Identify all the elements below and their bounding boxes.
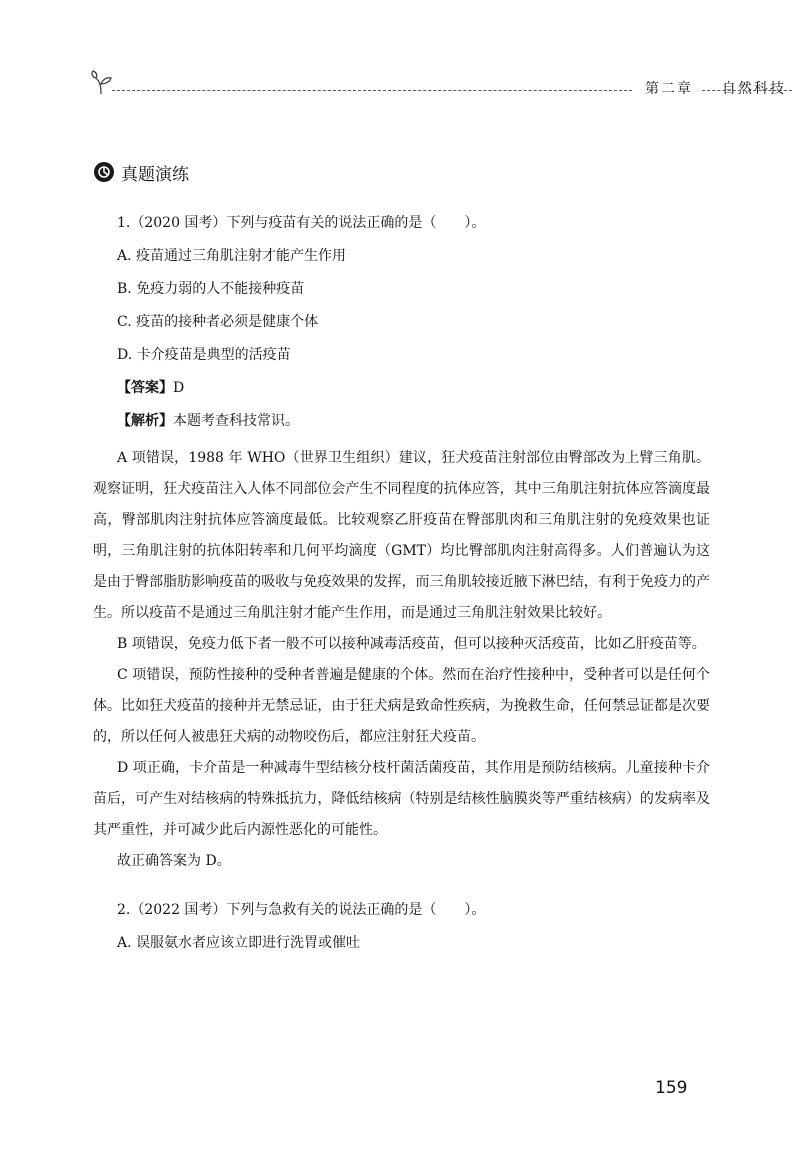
section-title: 真题演练 [121, 164, 189, 185]
page-number: 159 [655, 1078, 688, 1098]
conclusion: 故正确答案为 D。 [117, 853, 231, 869]
question-1-stem: 1.（2020 国考）下列与疫苗有关的说法正确的是（ ）。 [117, 215, 486, 231]
chapter-title [645, 78, 786, 98]
analysis-label: 【解析】 [117, 413, 173, 429]
explanation-a: A 项错误，1988 年 WHO（世界卫生组织）建议，狂犬疫苗注射部位由臀部改为上臂三角肌。观察证明，狂犬疫苗注入人体不同部位会产生不同程度的抗体应答，其中三角肌注射抗体应答滴度最高，臀部肌肉注射抗体应答滴度最低。比较观察乙肝疫苗在臀部肌肉和三角肌注射的免疫效果也证明，三角肌注射的抗体阳转率和几何平均滴度（GMT）均比臀部肌肉注射高得多。人们普遍认为这是由于臀部脂肪影响疫苗的吸收与免疫效果的发挥，而三角肌较接近腋下淋巴结，有利于免疫力的产生。所以疫苗不是通过三角肌注射才能产生作用，而是通过三角肌注射效果比较好。 [93, 450, 710, 621]
question-1-option-b: B. 免疫力弱的人不能接种疫苗 [117, 281, 305, 297]
question-1-option-a: A. 疫苗通过三角肌注射才能产生作用 [117, 248, 347, 264]
question-2-stem: 2.（2022 国考）下列与急救有关的说法正确的是（ ）。 [117, 902, 486, 918]
question-1-option-c: C. 疫苗的接种者必须是健康个体 [117, 314, 319, 330]
exercise-icon [93, 161, 115, 183]
answer-label: 【答案】 [117, 380, 173, 396]
chapter-subject: 自然科技 [721, 81, 786, 97]
explanation-c: C 项错误，预防性接种的受种者普遍是健康的个体。然而在治疗性接种中，受种者可以是任何个体。比如狂犬疫苗的接种并无禁忌证，由于狂犬病是致命性疾病，为挽救生命，任何禁忌证都是次要的，所以任何人被患狂犬病的动物咬伤后，都应注射狂犬疫苗。 [93, 667, 710, 745]
analysis-intro: 本题考查科技常识。 [173, 413, 299, 429]
header-rule-right [702, 90, 792, 91]
analysis-line [117, 410, 710, 443]
answer-line [117, 377, 710, 410]
section-heading [93, 158, 189, 186]
header-rule-left [112, 90, 632, 91]
sprout-icon [90, 70, 114, 96]
answer-value: D [173, 380, 185, 396]
chapter-number: 第二章 [645, 81, 693, 97]
explanation-b: B 项错误，免疫力低下者一般不可以接种减毒活疫苗，但可以接种灭活疫苗，比如乙肝疫苗等。 [117, 636, 706, 652]
explanation-d: D 项正确，卡介苗是一种减毒牛型结核分枝杆菌活菌疫苗，其作用是预防结核病。儿童接种卡介苗后，可产生对结核病的特殊抵抗力，降低结核病（特别是结核性脑膜炎等严重结核病）的发病率及其严重性，并可减少此后内源性恶化的可能性。 [93, 760, 710, 838]
question-gap [93, 877, 710, 899]
main-content [93, 212, 710, 965]
question-2-option-a: A. 误服氨水者应该立即进行洗胃或催吐 [117, 935, 361, 951]
question-1-option-d: D. 卡介疫苗是典型的活疫苗 [117, 347, 291, 363]
running-header [90, 70, 790, 100]
